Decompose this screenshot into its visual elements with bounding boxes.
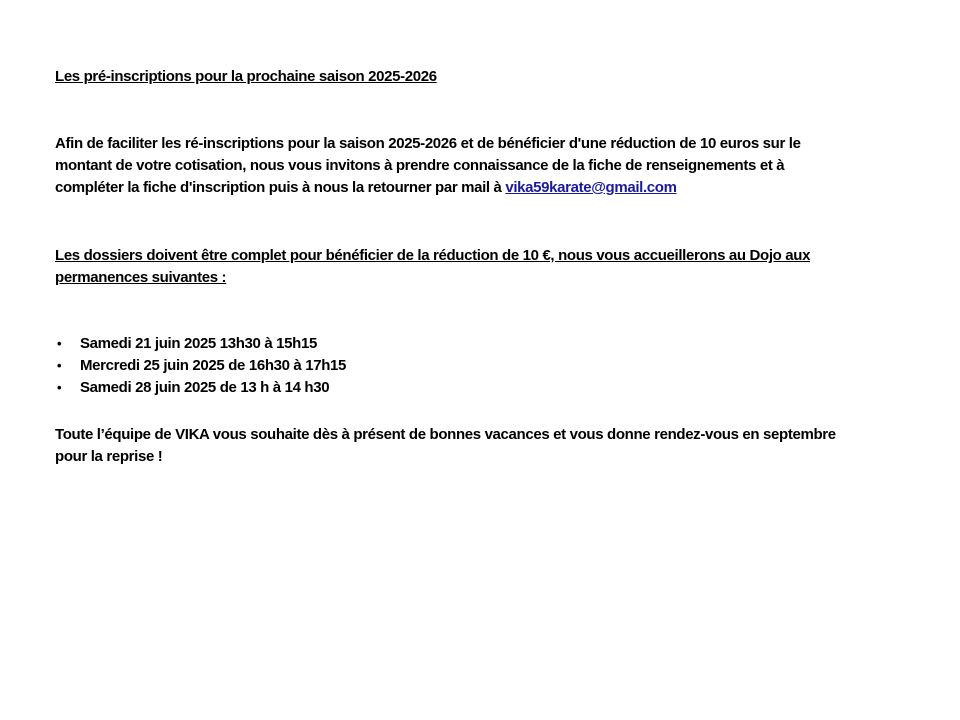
notice-paragraph xyxy=(55,245,810,289)
schedule-item-text: Samedi 21 juin 2025 13h30 à 15h15 xyxy=(80,335,317,352)
list-item xyxy=(55,377,346,399)
notice-line-2: permanences suivantes : xyxy=(55,269,227,286)
email-link[interactable]: vika59karate@gmail.com xyxy=(505,179,677,196)
closing-line-1: Toute l’équipe de VIKA vous souhaite dès à présent de bonnes vacances et vous donne rendez-vous en septembre xyxy=(55,426,836,443)
bullet-icon: • xyxy=(57,380,62,395)
list-item xyxy=(55,333,346,355)
closing-paragraph xyxy=(55,424,836,468)
schedule-item-text: Samedi 28 juin 2025 de 13 h à 14 h30 xyxy=(80,379,330,396)
intro-paragraph xyxy=(55,133,920,199)
intro-line-3-text: compléter la fiche d'inscription puis à nous la retourner par mail à xyxy=(55,179,506,196)
list-item xyxy=(55,355,346,377)
page-title: Les pré-inscriptions pour la prochaine saison 2025-2026 xyxy=(55,68,437,85)
intro-line-3 xyxy=(55,177,920,199)
bullet-icon: • xyxy=(57,336,62,351)
schedule-list xyxy=(55,333,346,399)
notice-line-1: Les dossiers doivent être complet pour bénéficier de la réduction de 10 €, nous vous accueillerons au Dojo aux xyxy=(55,247,811,264)
intro-line-2: montant de votre cotisation, nous vous invitons à prendre connaissance de la fiche de renseignements et à xyxy=(55,157,785,174)
intro-line-1: Afin de faciliter les ré-inscriptions pour la saison 2025-2026 et de bénéficier d'une réduction de 10 euros sur le xyxy=(55,135,801,152)
closing-line-2: pour la reprise ! xyxy=(55,448,163,465)
schedule-item-text: Mercredi 25 juin 2025 de 16h30 à 17h15 xyxy=(80,357,347,374)
bullet-icon: • xyxy=(57,358,62,373)
